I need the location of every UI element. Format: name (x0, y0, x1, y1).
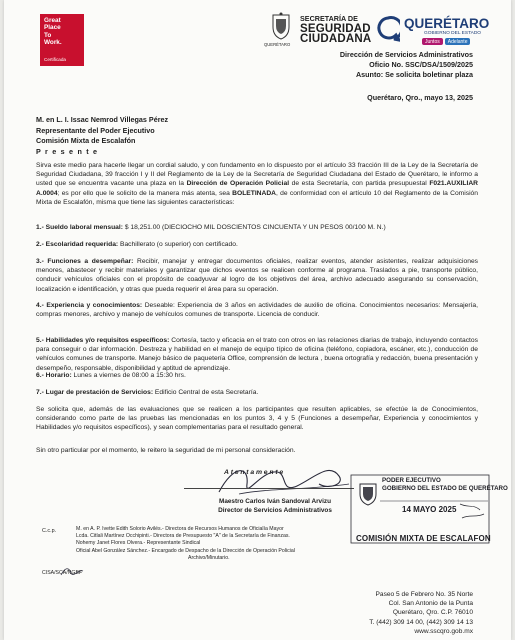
intro-text: Sirva este medio para hacerle llegar un cordial saludo, y con fundamento en lo dispuesto por el artículo 33 fracción III de la Ley de la Secretaría de Seguridad Ciudadana, 39 fracción I y II del Reglamento de la Ley de la Secretaría de Seguridad Ciudadana del Estado de Querétaro, le informo a usted que se encuentra vacante una plaza en la (36, 162, 478, 188)
item-label: 6.- Horario: (36, 372, 72, 379)
cc-line: Nohemy Janet Flores Olvera.- Representante Sindical (76, 540, 201, 547)
ssc-logo-text (300, 14, 371, 44)
item-text: $ 18,251.00 (DIECIOCHO MIL DOSCIENTOS CINCUENTA Y UN PESOS 00/100 M. N.) (122, 224, 386, 231)
item-text: Bachillerato (o superior) con certificado. (118, 241, 238, 248)
intro-text: de esta Secretaría, con partida presupuestal (289, 180, 430, 188)
recipient-name: M. en L. I. Issac Nemrod Villegas Pérez (36, 115, 169, 124)
cc-list (76, 526, 366, 562)
cc-line: M. en A. P. Ivette Edith Solorio Avilés.- Directora de Recursos Humanos de Oficialía Mayor (76, 526, 284, 532)
signer-name: Maestro Carlos Iván Sandoval Arvizu (219, 498, 331, 505)
signer-title: Director de Servicios Administrativos (218, 506, 332, 514)
gptw-line: To (44, 31, 52, 39)
gptw-line: Work. (44, 39, 62, 47)
intro-text: , de conformidad con el artículo 10 del Reglamento de la Comisión Mixta de Escalafón, misma que tiene las siguientes características: (36, 189, 478, 206)
footer-website[interactable]: www.sscqro.gob.mx (414, 627, 473, 635)
intro-paragraph (36, 161, 478, 207)
initials: CISA/SCA/NGBF (42, 570, 83, 576)
item-text: Lunes a viernes de 08:00 a 15:30 hrs. (71, 372, 186, 379)
farewell-paragraph: Sin otro particular por el momento, le reitero la seguridad de mi personal consideración. (36, 447, 296, 454)
requirement-item (36, 388, 478, 397)
letter-date: Querétaro, Qro., mayo 13, 2025 (367, 93, 473, 102)
header-line: Oficio No. SSC/DSA/1509/2025 (369, 60, 473, 69)
tag-juntos: Juntos (422, 38, 443, 45)
ssc-line1: SECRETARÍA DE (300, 14, 358, 23)
intro-text: ; es por ello que le solicito de la manera más atenta, sea (57, 189, 233, 197)
footer-line: Querétaro, Qro. C.P. 76010 (392, 609, 473, 617)
requirement-item (36, 301, 478, 319)
requirement-item (36, 336, 478, 373)
requirement-item (36, 223, 478, 232)
stamp-line2: GOBIERNO DEL ESTADO DE QUERÉTARO (382, 484, 508, 492)
ssc-line2: SEGURIDAD (300, 23, 371, 35)
requirement-item (36, 240, 478, 249)
signature-line (184, 488, 354, 489)
intro-bold: Dirección de Operación Policial (186, 180, 290, 188)
greeting: P r e s e n t e (36, 146, 99, 156)
footer-line: T. (442) 309 14 00, (442) 309 14 13 (369, 618, 473, 626)
footer-line: Paseo 5 de Febrero No. 35 Norte (375, 591, 473, 598)
item-text: Edificio Central de esta Secretaría. (153, 389, 259, 396)
item-label: 3.- Funciones a desempeñar: (36, 258, 134, 265)
item-text: Deseable: Experiencia de 3 años en actividades de auxilio de oficina. Conocimientos necesarios: Mensajería, compras menores, archivo y manejo de vehículos comunes de transporte. Licencia de conducir. (36, 302, 478, 319)
intro-bold: F021.AUXILIAR A.0004 (36, 180, 478, 197)
item-text: Cortesía, tacto y eficacia en el trato con otros en las relaciones diarias de trabajo, incluyendo contactos para conseguir o dar información. Destreza y habilidad en el manejo de equipo típico de oficina (teléfono, copiadora, escáner, etc.), conducción de vehículos comunes de transporte. Manejo básico de paquetería Office, comprensión de lectura , buena ortografía y redacción, buena presentación y desempeño, responsable, disponibilidad y aptitud de aprendizaje. (36, 337, 478, 372)
header-reference (340, 50, 473, 80)
stamp-commission: COMISIÓN MIXTA DE ESCALAFON (356, 534, 491, 543)
footer-line: Col. San Antonio de la Punta (388, 600, 473, 608)
requirement-item (36, 371, 478, 380)
initials-scribble (59, 565, 85, 579)
stamp-date: 14 MAYO 2025 (402, 505, 457, 514)
cc-line: Lcda. Citlali Martínez Occhipinti.- Directora de Presupuesto "A" de la Secretaría de Finanzas. (76, 533, 290, 540)
cc-line: Archivo/Minutario. (188, 554, 230, 561)
document-page (4, 0, 511, 640)
queretaro-tags (422, 38, 470, 45)
item-label: 5.- Habilidades y/o requisitos específicos: (36, 337, 170, 344)
signer-block (200, 498, 350, 516)
cc-line: Oficial Abel González Sánchez.- Encargado de Despacho de la Dirección de Operación Policial (76, 547, 295, 554)
header-line: Asunto: Se solicita boletinar plaza (355, 70, 473, 79)
gptw-badge (40, 14, 84, 66)
recipient-block (36, 115, 168, 157)
stamp-crest-icon (358, 482, 378, 506)
item-text: Recibir, manejar y entregar documentos oficiales, realizar eventos, atender asistentes, realizar adquisiciones menores, abastecer y recibir materiales y garantizar que dichos eventos se realicen conforme al programa. Traslados a pie, transporte público, conducir vehículos oficiales con el propósito de coadyuvar al logro de los objetivos del área, archivo adecuado asegurando su conservación, localización e identificación, y otras que pueda requerir el área para su operación. (36, 258, 479, 293)
intro-bold: BOLETINADA (232, 189, 276, 197)
gptw-cert: Certificada (44, 56, 66, 62)
recipient-org: Comisión Mixta de Escalafón (36, 136, 136, 146)
atentamente: Atentamente (224, 469, 285, 476)
tag-adelante: Adelante (445, 38, 471, 45)
requirement-item (36, 257, 478, 294)
ssc-line3: CIUDADANA (300, 33, 372, 45)
seal-label: QUERÉTARO (264, 42, 291, 47)
closing-paragraph: Se solicita que, además de las evaluaciones que se realicen a los participantes que resulten aplicables, se efectúe la de Conocimientos, considerando como parte de las pruebas las mencionadas en los puntos 3, 4 y 5 (Funciones a desempeñar, Experiencia y conocimientos y Habilidades y/o requisitos específicos), y sean complementarias para el resultado general. (36, 406, 478, 432)
cc-label: C.c.p. (42, 528, 57, 534)
footer-address (369, 590, 473, 636)
queretaro-logo-icon (376, 16, 400, 42)
recipient-role: Representante del Poder Ejecutivo (36, 125, 155, 135)
state-seal-icon (270, 12, 292, 40)
stamp-line1: PODER EJECUTIVO (382, 477, 441, 484)
header-line: Dirección de Servicios Administrativos (339, 50, 473, 59)
handwritten-signature (179, 454, 379, 504)
gptw-line: Great (44, 17, 61, 24)
queretaro-subtitle: GOBIERNO DEL ESTADO (424, 31, 482, 36)
item-label: 7.- Lugar de prestación de Servicios: (36, 389, 154, 396)
stamp-header (382, 477, 508, 492)
item-label: 1.- Sueldo laboral mensual: (36, 224, 123, 231)
queretaro-name: QUERÉTARO (404, 16, 490, 31)
item-label: 4.- Experiencia y conocimientos: (36, 302, 143, 309)
item-label: 2.- Escolaridad requerida: (36, 241, 119, 248)
gptw-line: Place (44, 24, 61, 32)
